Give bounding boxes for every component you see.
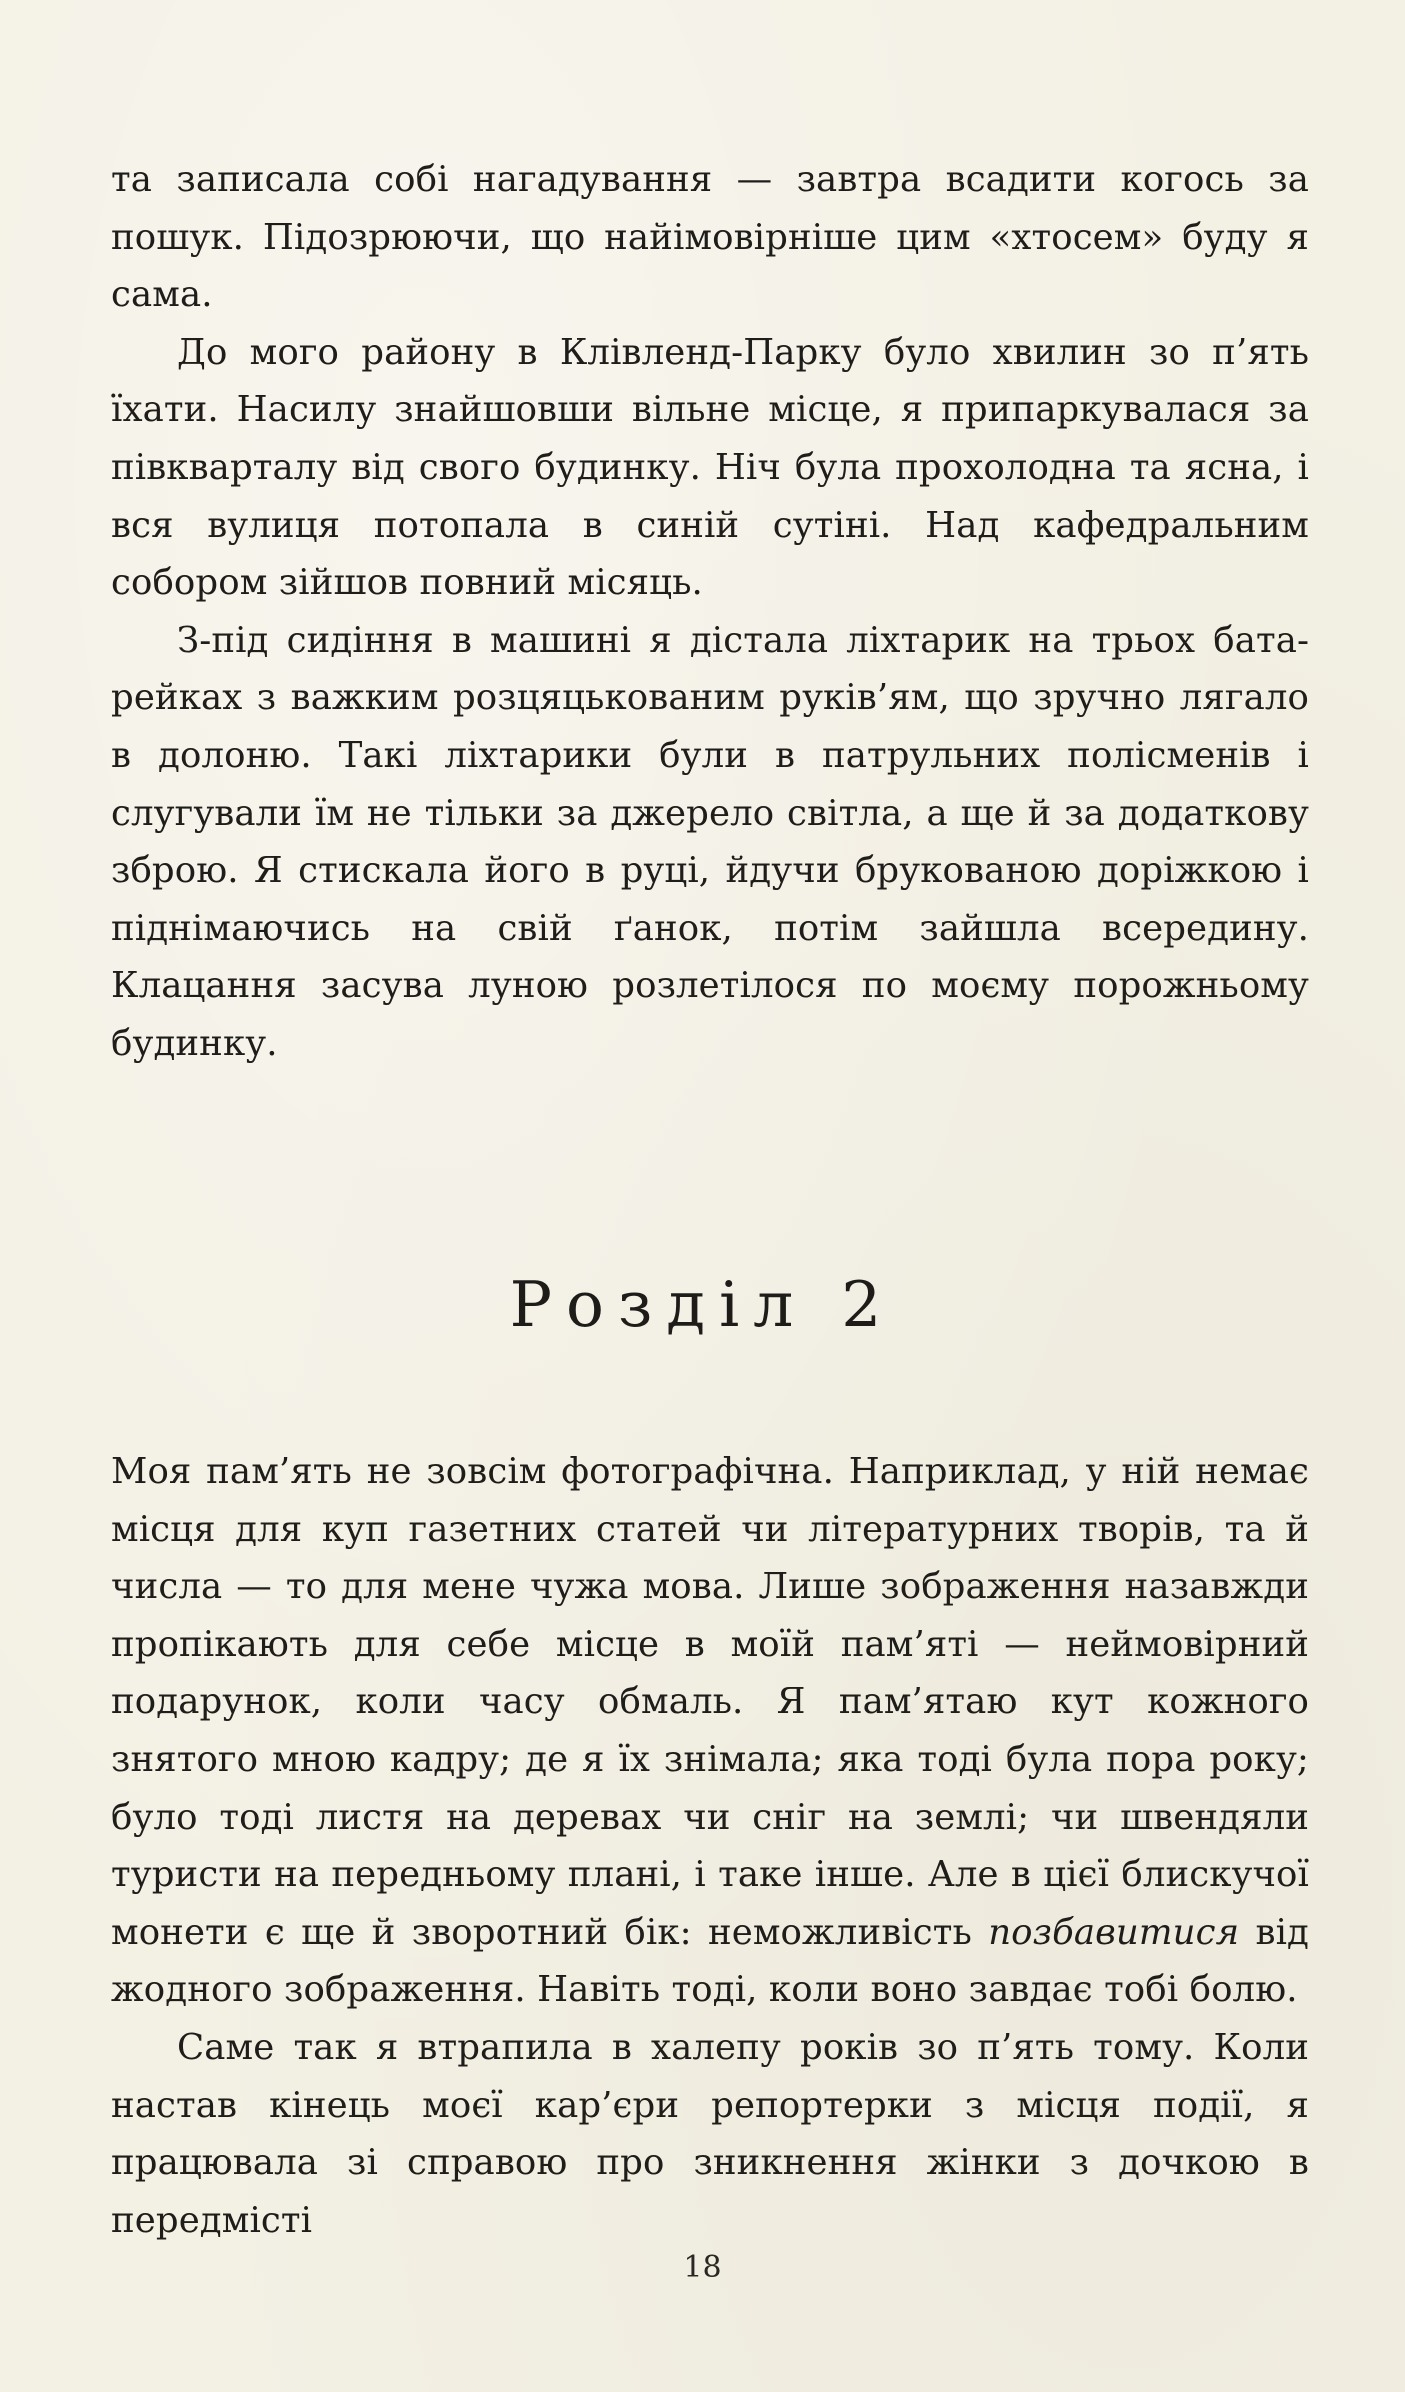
- paragraph-text: від жодного зображення. Навіть тоді, коли воно завдає тобі болю.: [111, 1911, 1309, 2011]
- chapter-heading: Розділ 2: [509, 1268, 896, 1341]
- text-section-bottom: [111, 1443, 1309, 2249]
- paragraph: Саме так я втрапила в халепу років зо п’ять тому. Коли настав кінець моєї кар’єри репортерки з місця події, я працювала зі справою про зникнення жінки з дочкою в передмісті: [111, 2026, 1309, 2241]
- emphasized-text: позбавитися: [988, 1911, 1240, 1953]
- page-number: 18: [683, 2250, 722, 2285]
- paragraph-text: Моя пам’ять не зовсім фотографічна. Наприклад, у ній немає місця для куп газетних статей чи літературних творів, та й числа — то для мене чужа мова. Лише зображення назавжди пропікають для себе місце в моїй пам’яті — неймовірний подарунок, коли часу обмаль. Я пам’ятаю кут кожного знятого мною кадру; де я їх знімала; яка тоді була пора року; було тоді листя на деревах чи сніг на землі; чи швендяли туристи на передньому плані, і таке інше. Але в цієї блискучої монети є ще й зворотний бік: неможливість: [111, 1451, 1309, 1953]
- paragraph: З-під сидіння в машині я дістала ліхтарик на трьох батарейках з важким розцяцькованим руків’ям, що зручно лягало в долоню. Такі ліхтарики були в патрульних полісменів і слугували їм не тільки за джерело світла, а ще й за додаткову зброю. Я стискала його в руці, йдучи брукованою доріжкою і піднімаючись на свій ґанок, потім зайшла всередину. Клацання засува луною розлетілося по моєму порожньому будинку.: [111, 619, 1309, 1064]
- paragraph: До мого району в Клівленд-Парку було хвилин зо п’ять їхати. Насилу знайшовши вільне місце, я припаркувалася за півкварталу від свого будинку. Ніч була прохолодна та ясна, і вся вулиця потопала в синій сутіні. Над кафедральним собором зійшов повний місяць.: [111, 331, 1309, 604]
- paragraph: та записала собі нагадування — завтра всадити когось за пошук. Підозрюючи, що найімовірніше цим «хтосем» буду я сама.: [111, 159, 1309, 316]
- paragraph: [111, 1443, 1309, 2019]
- text-section-top: [111, 151, 1309, 1073]
